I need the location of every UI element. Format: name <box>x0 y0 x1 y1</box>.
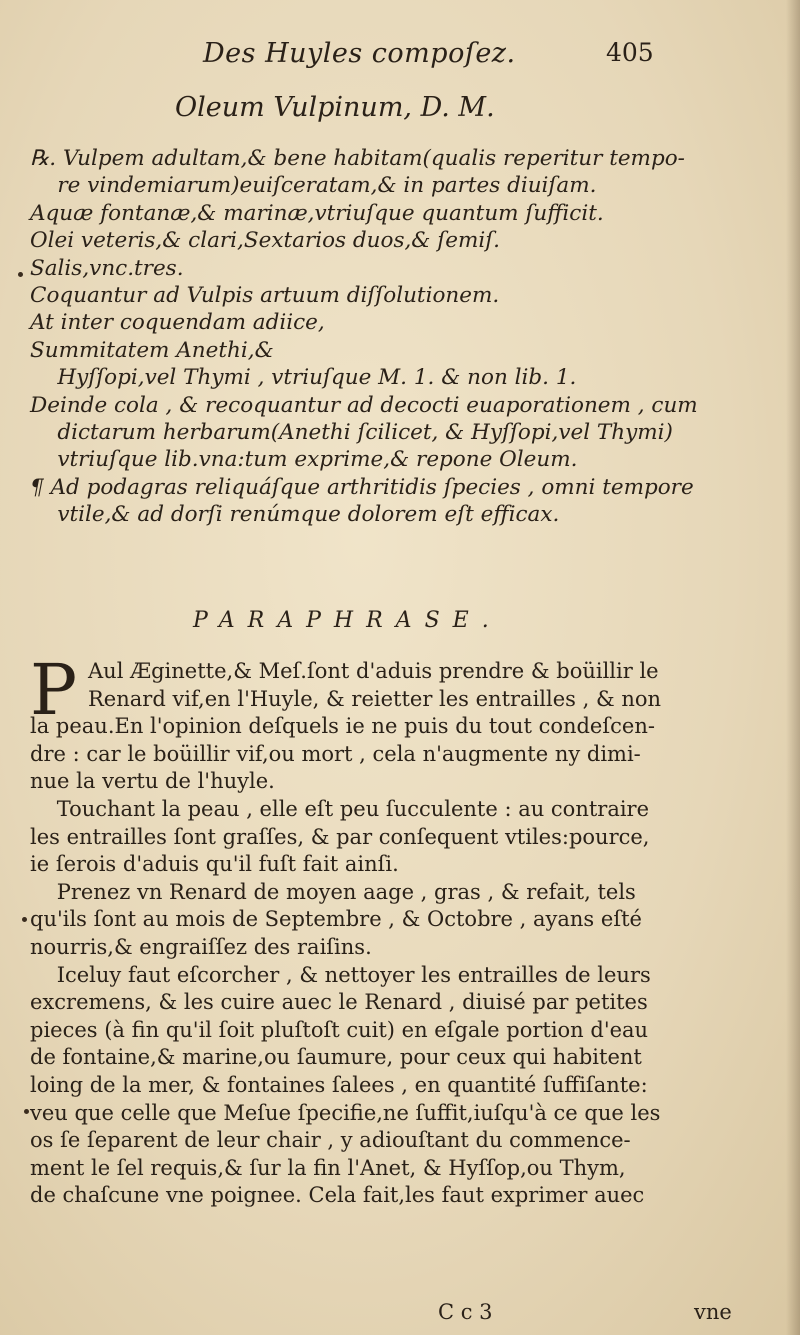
recipe-line: Olei veteris,& clari,Sextarios duos,& ſemiſ. <box>30 228 501 254</box>
signature-mark: C c 3 <box>438 1300 493 1324</box>
recipe-line: vtriuſque lib.vna:tum exprime,& repone Oleum. <box>30 447 578 473</box>
body-line: qu'ils ſont au mois de Septembre , & Octobre , ayans eſté <box>30 907 642 932</box>
recipe-line: At inter coquendam adiice, <box>30 310 325 336</box>
body-line: la peau.En l'opinion deſquels ie ne puis du tout condeſcen- <box>30 714 655 739</box>
body-line: ment le ſel requis,& ſur la fin l'Anet, & Hyſſop,ou Thym, <box>30 1155 626 1180</box>
body-line: dre : car le boüillir vif,ou mort , cela n'augmente ny dimi- <box>30 741 641 766</box>
body-line: loing de la mer, & fontaines ſalees , en quantité ſuffiſante: <box>30 1072 648 1097</box>
recipe-line: Coquantur ad Vulpis artuum diſſolutionem. <box>30 282 500 308</box>
ink-speck <box>18 272 23 277</box>
body-line: les entrailles ſont graſſes, & par conſequent vtiles:pource, <box>30 824 650 849</box>
catchword: vne <box>694 1300 732 1324</box>
body-line: Touchant la peau , elle eſt peu ſucculente : au contraire <box>30 796 650 821</box>
body-line: de fontaine,& marine,ou ſaumure, pour ceux qui habitent <box>30 1045 642 1070</box>
recipe-line: dictarum herbarum(Anethi ſcilicet, & Hyſſopi,vel Thymi) <box>30 419 673 445</box>
page-number: 405 <box>606 38 654 67</box>
body-line: nourris,& engraiſſez des raiſins. <box>30 934 372 959</box>
recipe-line: ℞. Vulpem adultam,& bene habitam(qualis reperitur tempo- <box>30 146 685 171</box>
page-header <box>0 38 800 78</box>
recipe-block <box>30 145 790 528</box>
body-line: excremens, & les cuire auec le Renard , diuisé par petites <box>30 990 648 1015</box>
recipe-line: ¶ Ad podagras reliquáſque arthritidis ſpecies , omni tempore <box>30 474 694 500</box>
recipe-line: Salis,vnc.tres. <box>30 255 184 281</box>
recipe-line: Hyſſopi,vel Thymi , vtriuſque M. 1. & non lib. 1. <box>30 365 577 391</box>
body-text <box>30 649 790 1210</box>
drop-cap: P <box>30 649 78 731</box>
recipe-line: vtile,& ad dorſi renúmque dolorem eſt efficax. <box>30 502 560 528</box>
ink-speck <box>24 1109 29 1114</box>
body-line: Renard vif,en l'Huyle, & reietter les entrailles , & non <box>88 686 662 711</box>
body-line: pieces (à fin qu'il ſoit pluſtoſt cuit) en eſgale portion d'eau <box>30 1017 649 1042</box>
body-line: Prenez vn Renard de moyen aage , gras , & refait, tels <box>30 879 636 904</box>
recipe-line: Deinde cola , & recoquantur ad decocti euaporationem , cum <box>30 392 698 418</box>
recipe-line: re vindemiarum)euiſceratam,& in partes diuiſam. <box>30 173 597 199</box>
running-title: Des Huyles compoſez. <box>203 38 516 69</box>
paraphrase-heading: PARAPHRASE. <box>193 608 502 633</box>
recipe-line: Aquæ fontanæ,& marinæ,vtriuſque quantum ſufficit. <box>30 200 604 226</box>
body-line: Aul Æginette,& Meſ.ſont d'aduis prendre & boüillir le <box>88 659 659 683</box>
body-line: de chaſcune vne poignee. Cela fait,les faut exprimer auec <box>30 1183 645 1208</box>
body-line: nue la vertu de l'huyle. <box>30 769 275 794</box>
section-title: Oleum Vulpinum, D. M. <box>175 92 495 123</box>
recipe-line: Summitatem Anethi,& <box>30 337 274 363</box>
body-line: ie ſerois d'aduis qu'il fuſt fait ainſi. <box>30 852 399 877</box>
body-line: os ſe ſeparent de leur chair , y adiouſtant du commence- <box>30 1128 631 1153</box>
body-line: veu que celle que Meſue ſpecifie,ne ſuffit,iuſqu'à ce que les <box>30 1100 661 1125</box>
body-line: Iceluy faut eſcorcher , & nettoyer les entrailles de leurs <box>30 962 651 987</box>
ink-speck <box>22 917 27 922</box>
